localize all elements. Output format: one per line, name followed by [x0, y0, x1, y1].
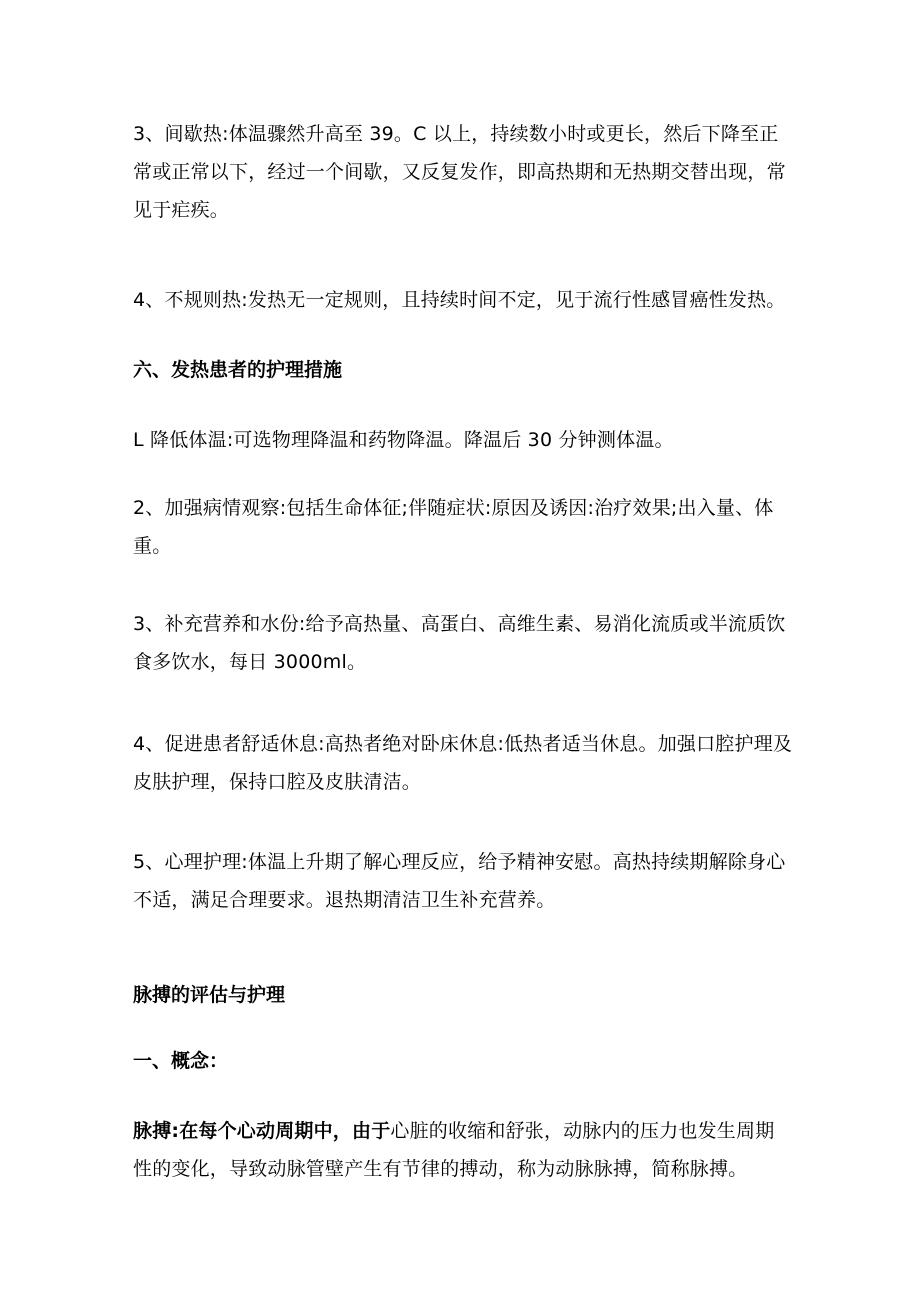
paragraph-care-item-5: 5、心理护理:体温上升期了解心理反应，给予精神安慰。高热持续期解除身心不适，满足合理要求。退热期清洁卫生补充营养。 — [133, 851, 786, 911]
pulse-definition-rest: 心脏的收缩和舒张，动脉内的压力也发生周期性的变化，导致动脉管壁产生有节律的搏动，称为动脉脉搏，简称脉搏。 — [133, 1120, 775, 1180]
paragraph-care-item-1: L 降低体温:可选物理降温和药物降温。降温后 30 分钟测体温。 — [133, 429, 674, 451]
paragraph-care-item-2: 2、加强病情观察:包括生命体征;伴随症状:原因及诱因:治疗效果;出入量、体重。 — [133, 497, 774, 557]
pulse-definition-bold-lead: 脉搏:在每个心动周期中，由于 — [133, 1120, 391, 1142]
section-heading-pulse: 脉搏的评估与护理 — [133, 984, 286, 1006]
paragraph-care-item-4: 4、促进患者舒适休息:高热者绝对卧床休息:低热者适当休息。加强口腔护理及皮肤护理，保持口腔及皮肤清洁。 — [133, 733, 793, 793]
section-heading-fever-care: 六、发热患者的护理措施 — [133, 359, 343, 381]
paragraph-care-item-3: 3、补充营养和水份:给予高热量、高蛋白、高维生素、易消化流质或半流质饮食多饮水，每日 3000ml。 — [133, 613, 786, 673]
paragraph-irregular-fever: 4、不规则热:发热无一定规则，且持续时间不定，见于流行性感冒癌性发热。 — [133, 289, 786, 311]
paragraph-pulse-definition — [133, 1112, 793, 1188]
paragraph-intermittent-fever: 3、间歇热:体温骤然升高至 39。C 以上，持续数小时或更长，然后下降至正常或正常以下，经过一个间歇，又反复发作，即高热期和无热期交替出现，常见于疟疾。 — [133, 123, 786, 221]
subheading-concept: 一、概念： — [133, 1050, 229, 1072]
